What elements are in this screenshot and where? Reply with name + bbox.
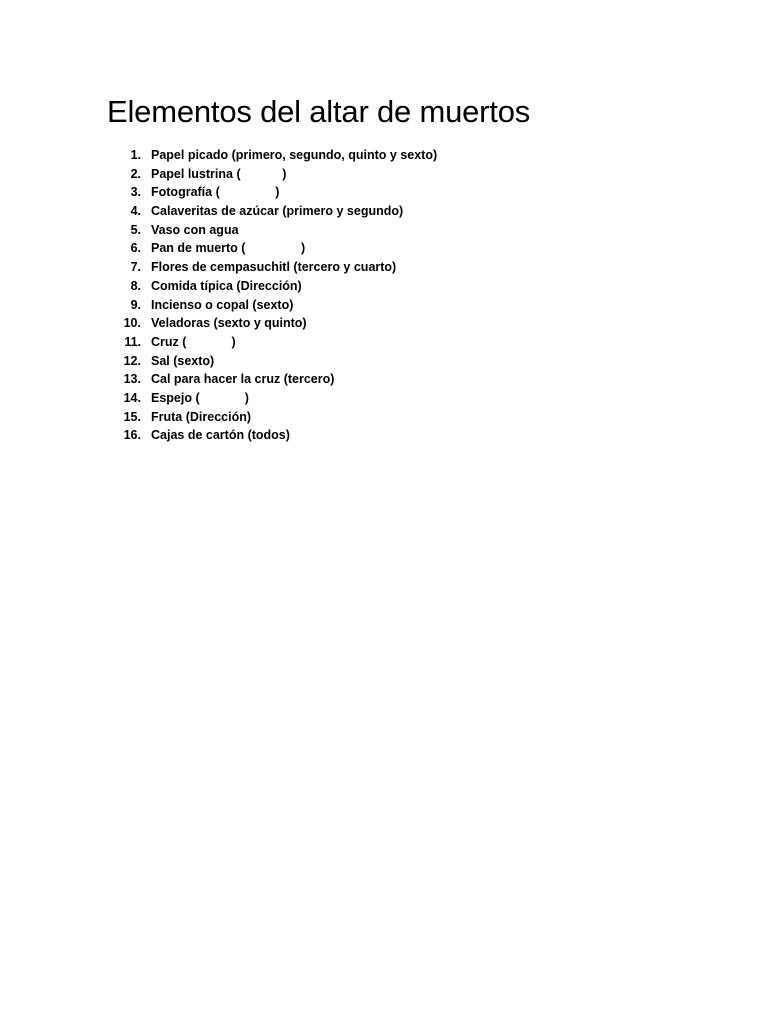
list-item-text: Veladoras (sexto y quinto) xyxy=(151,316,307,331)
list-item-number: 3. xyxy=(130,185,141,200)
list-item-text: Cal para hacer la cruz (tercero) xyxy=(151,372,335,387)
list-item xyxy=(117,258,437,277)
list-item-number: 8. xyxy=(130,278,141,293)
altar-elements-list xyxy=(117,146,437,445)
list-item-number: 14. xyxy=(123,390,141,405)
list-item-text: Incienso o copal (sexto) xyxy=(151,297,294,312)
list-item xyxy=(117,277,437,296)
list-item-number: 11. xyxy=(124,334,141,349)
list-item-text: Papel picado (primero, segundo, quinto y sexto) xyxy=(151,148,438,162)
list-item-number: 13. xyxy=(123,372,141,387)
list-item xyxy=(117,221,437,240)
list-item-text: Vaso con agua xyxy=(151,222,239,237)
list-item-text: Comida típica (Dirección) xyxy=(151,278,302,293)
list-item-number: 7. xyxy=(130,260,141,275)
list-item xyxy=(117,352,437,371)
list-item-number: 12. xyxy=(123,353,141,368)
list-item xyxy=(117,370,437,389)
list-item-text: Cajas de cartón (todos) xyxy=(151,428,290,443)
list-item-text: Espejo ( ) xyxy=(151,390,249,405)
list-item-text: Sal (sexto) xyxy=(151,353,215,368)
list-item-text: Pan de muerto ( ) xyxy=(151,241,306,256)
list-item xyxy=(117,146,437,165)
list-item-text: Papel lustrina ( ) xyxy=(151,166,287,181)
list-item xyxy=(117,296,437,315)
list-item xyxy=(117,183,437,202)
list-item-text: Flores de cempasuchitl (tercero y cuarto) xyxy=(151,260,397,275)
list-item-number: 9. xyxy=(130,297,141,312)
list-item-text: Fotografía ( ) xyxy=(151,185,280,200)
list-item-number: 15. xyxy=(123,409,141,424)
list-item-text: Cruz ( ) xyxy=(151,334,236,349)
list-item xyxy=(117,408,437,427)
list-item-number: 16. xyxy=(123,428,141,443)
list-item-number: 2. xyxy=(130,166,141,181)
list-item-number: 10. xyxy=(123,316,141,331)
list-item xyxy=(117,202,437,221)
list-item xyxy=(117,389,437,408)
list-item xyxy=(117,165,437,184)
page-title: Elementos del altar de muertos xyxy=(107,94,531,129)
list-item-number: 4. xyxy=(130,204,141,219)
list-item-number: 6. xyxy=(130,241,141,256)
list-item xyxy=(117,333,437,352)
list-item xyxy=(117,426,437,445)
list-item-text: Fruta (Dirección) xyxy=(151,409,252,424)
list-item-number: 5. xyxy=(130,222,141,237)
list-item-number: 1. xyxy=(130,148,141,162)
list-item-text: Calaveritas de azúcar (primero y segundo) xyxy=(151,204,404,219)
list-item xyxy=(117,314,437,333)
list-item xyxy=(117,239,437,258)
